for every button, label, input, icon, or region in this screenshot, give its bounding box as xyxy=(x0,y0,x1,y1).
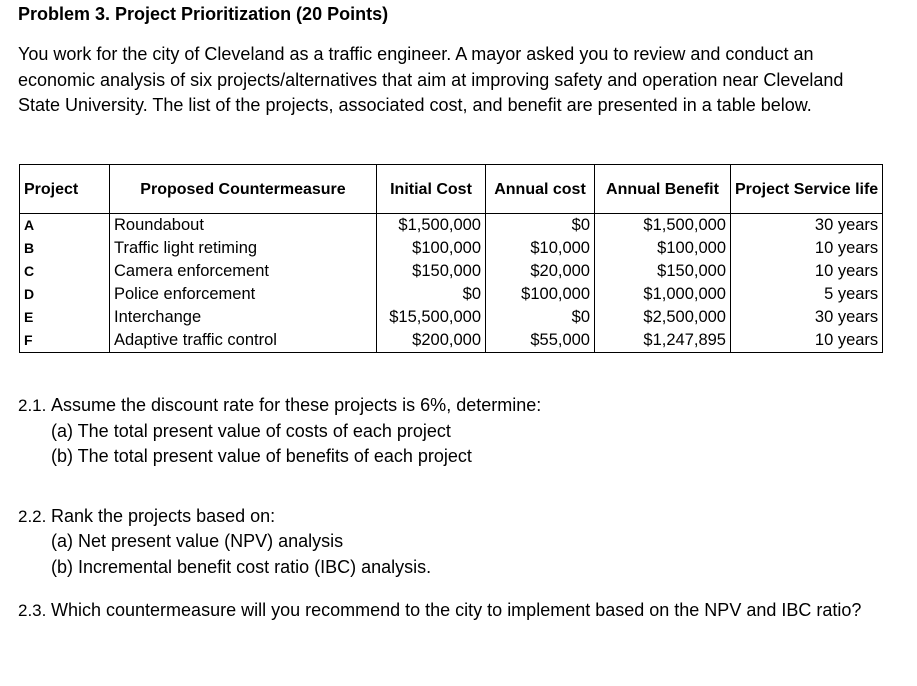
cell-project: C xyxy=(20,260,110,283)
cell-initial-cost: $1,500,000 xyxy=(377,214,486,238)
cell-initial-cost: $15,500,000 xyxy=(377,306,486,329)
question-text: Which countermeasure will you recommend to the city to implement based on the NPV and IBC ratio? xyxy=(51,600,862,620)
cell-service-life: 30 years xyxy=(731,306,883,329)
intro-paragraph: You work for the city of Cleveland as a traffic engineer. A mayor asked you to review and conduct an economic analysis of six projects/alternatives that aim at improving safety and operation near Cleveland State University. The list of the projects, associated cost, and benefit are presented in a table below. xyxy=(18,44,844,115)
table-row xyxy=(20,214,883,238)
cell-project: B xyxy=(20,237,110,260)
cell-measure: Camera enforcement xyxy=(110,260,377,283)
questions-section xyxy=(18,393,878,624)
question-number: 2.2. xyxy=(18,506,47,526)
question-2-1 xyxy=(18,393,878,419)
header-service-life: Project Service life xyxy=(731,165,883,214)
table-row xyxy=(20,306,883,329)
cell-annual-cost: $0 xyxy=(486,214,595,238)
cell-measure: Roundabout xyxy=(110,214,377,238)
cell-annual-cost: $100,000 xyxy=(486,283,595,306)
question-2-2 xyxy=(18,504,878,530)
question-number: 2.3. xyxy=(18,601,47,620)
cell-annual-cost: $0 xyxy=(486,306,595,329)
question-2-3 xyxy=(18,598,878,624)
header-project: Project xyxy=(20,165,110,214)
header-measure: Proposed Countermeasure xyxy=(110,165,377,214)
question-2-1-a: (a) The total present value of costs of each project xyxy=(51,420,451,441)
table-row xyxy=(20,237,883,260)
problem-title: Problem 3. Project Prioritization (20 Points) xyxy=(18,4,389,24)
question-text: Rank the projects based on: xyxy=(51,505,276,526)
header-initial-cost: Initial Cost xyxy=(377,165,486,214)
cell-initial-cost: $100,000 xyxy=(377,237,486,260)
cell-initial-cost: $0 xyxy=(377,283,486,306)
cell-project: A xyxy=(20,214,110,238)
cell-annual-cost: $20,000 xyxy=(486,260,595,283)
cell-annual-benefit: $2,500,000 xyxy=(595,306,731,329)
question-2-2-b: (b) Incremental benefit cost ratio (IBC) analysis. xyxy=(51,556,432,577)
question-2-2-a: (a) Net present value (NPV) analysis xyxy=(51,531,344,551)
cell-service-life: 10 years xyxy=(731,260,883,283)
header-annual-cost: Annual cost xyxy=(486,165,595,214)
cell-annual-cost: $10,000 xyxy=(486,237,595,260)
projects-table xyxy=(19,164,883,353)
cell-measure: Traffic light retiming xyxy=(110,237,377,260)
cell-annual-cost: $55,000 xyxy=(486,329,595,353)
question-2-1-b: (b) The total present value of benefits of each project xyxy=(51,446,472,466)
cell-service-life: 5 years xyxy=(731,283,883,306)
header-annual-benefit: Annual Benefit xyxy=(595,165,731,214)
cell-annual-benefit: $100,000 xyxy=(595,237,731,260)
question-number: 2.1. xyxy=(18,396,47,415)
cell-service-life: 10 years xyxy=(731,237,883,260)
table-row xyxy=(20,329,883,353)
cell-project: D xyxy=(20,283,110,306)
cell-initial-cost: $150,000 xyxy=(377,260,486,283)
cell-annual-benefit: $1,000,000 xyxy=(595,283,731,306)
cell-initial-cost: $200,000 xyxy=(377,329,486,353)
cell-measure: Interchange xyxy=(110,306,377,329)
cell-service-life: 30 years xyxy=(731,214,883,238)
cell-annual-benefit: $1,500,000 xyxy=(595,214,731,238)
cell-annual-benefit: $150,000 xyxy=(595,260,731,283)
table-row xyxy=(20,283,883,306)
cell-service-life: 10 years xyxy=(731,329,883,353)
table-row xyxy=(20,260,883,283)
cell-project: F xyxy=(20,329,110,353)
table-header-row xyxy=(20,165,883,214)
question-text: Assume the discount rate for these projects is 6%, determine: xyxy=(51,395,542,415)
cell-measure: Adaptive traffic control xyxy=(110,329,377,353)
cell-measure: Police enforcement xyxy=(110,283,377,306)
cell-project: E xyxy=(20,306,110,329)
cell-annual-benefit: $1,247,895 xyxy=(595,329,731,353)
